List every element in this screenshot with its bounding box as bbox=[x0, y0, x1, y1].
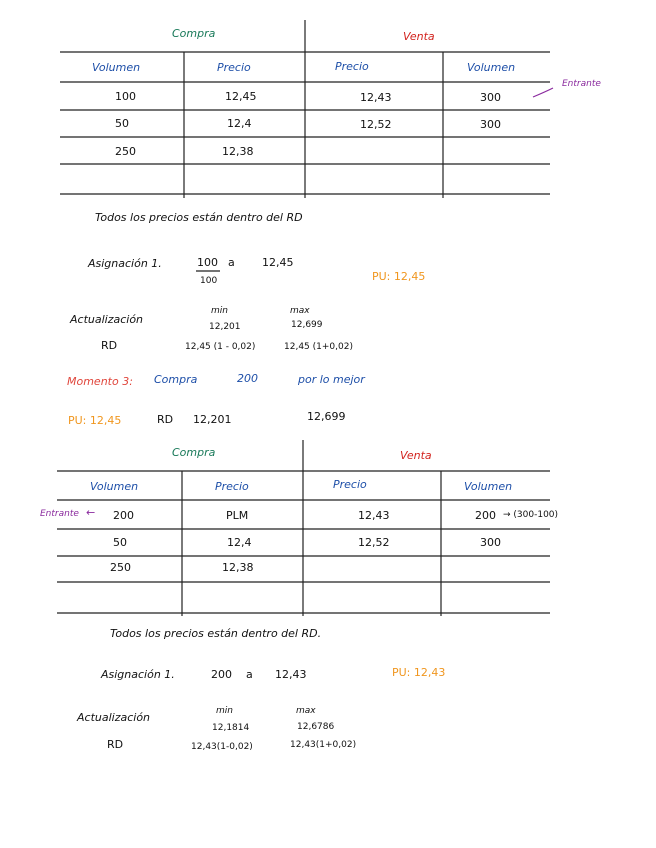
table2-cell: 12,4 bbox=[227, 536, 252, 549]
table1-cell: 300 bbox=[480, 91, 501, 104]
table1-cell: 12,4 bbox=[227, 117, 252, 130]
entrante-arrow-icon: ← bbox=[86, 506, 96, 519]
section2-asignacion: Asignación 1. bbox=[101, 668, 175, 681]
momento-qty: 200 bbox=[237, 372, 258, 385]
section1-pu: PU: 12,45 bbox=[372, 270, 426, 283]
section1-max-formula: 12,45 (1+0,02) bbox=[284, 342, 353, 352]
momento-max-value: 12,699 bbox=[307, 410, 346, 423]
table1-header-precio-compra: Precio bbox=[217, 61, 251, 74]
table2-header-volumen-venta: Volumen bbox=[464, 480, 513, 493]
section1-min-formula: 12,45 (1 - 0,02) bbox=[185, 342, 256, 352]
section1-max-label: max bbox=[290, 306, 310, 316]
section1-max-value: 12,699 bbox=[291, 320, 323, 330]
table2-header-precio-venta: Precio bbox=[333, 478, 367, 491]
momento-min-value: 12,201 bbox=[193, 413, 232, 426]
table2-cell: PLM bbox=[226, 509, 249, 522]
momento-compra: Compra bbox=[154, 373, 198, 386]
table2-header-precio-compra: Precio bbox=[215, 480, 249, 493]
section1-min-value: 12,201 bbox=[209, 322, 241, 332]
table2-venta-title: Venta bbox=[400, 449, 432, 462]
table1-cell: 12,38 bbox=[222, 145, 254, 158]
table1-header-volumen-venta: Volumen bbox=[467, 61, 516, 74]
table2-entrante-note: Entrante bbox=[40, 509, 79, 519]
table2-cell: 200 bbox=[475, 509, 496, 522]
section2-note: Todos los precios están dentro del RD. bbox=[110, 627, 322, 640]
section1-asig-numerator: 100 bbox=[197, 256, 218, 269]
section1-asig-denominator: 100 bbox=[200, 276, 218, 286]
table2-compra-title: Compra bbox=[172, 446, 216, 459]
table1-cell: 12,45 bbox=[225, 90, 257, 103]
table2-header-volumen-compra: Volumen bbox=[90, 480, 139, 493]
table1-venta-title: Venta bbox=[403, 30, 435, 43]
table1-header-volumen-compra: Volumen bbox=[92, 61, 141, 74]
section2-actualizacion: Actualización bbox=[77, 711, 151, 724]
section2-rd: RD bbox=[107, 738, 124, 751]
table2-cell: 12,43 bbox=[358, 509, 390, 522]
section1-asig-a: a bbox=[228, 256, 235, 269]
section2-min-value: 12,1814 bbox=[212, 723, 250, 733]
table1-cell: 250 bbox=[115, 145, 136, 158]
table1-cell: 12,43 bbox=[360, 91, 392, 104]
table2-cell: 12,52 bbox=[358, 536, 390, 549]
table2-cell: 250 bbox=[110, 561, 131, 574]
momento-por-lo-mejor: por lo mejor bbox=[298, 373, 365, 386]
section2-min-label: min bbox=[216, 706, 233, 716]
section2-min-formula: 12,43(1-0,02) bbox=[191, 742, 253, 752]
table1-entrante-note: Entrante bbox=[562, 79, 601, 89]
table2-cell: 50 bbox=[113, 536, 127, 549]
momento-pu: PU: 12,45 bbox=[68, 414, 122, 427]
section2-max-formula: 12,43(1+0,02) bbox=[290, 740, 357, 750]
table2-cell: 200 bbox=[113, 509, 134, 522]
section1-note: Todos los precios están dentro del RD bbox=[95, 211, 303, 224]
momento-rd: RD bbox=[157, 413, 174, 426]
table1-cell: 100 bbox=[115, 90, 136, 103]
table1-header-precio-venta: Precio bbox=[335, 60, 369, 73]
table2-cell: 300 bbox=[480, 536, 501, 549]
section1-actualizacion: Actualización bbox=[70, 313, 144, 326]
section2-a: a bbox=[246, 668, 253, 681]
section1-asig-price: 12,45 bbox=[262, 256, 294, 269]
section1-min-label: min bbox=[211, 306, 228, 316]
section2-max-value: 12,6786 bbox=[297, 722, 335, 732]
table1-cell: 50 bbox=[115, 117, 129, 130]
table2-cell: 12,38 bbox=[222, 561, 254, 574]
table1-cell: 300 bbox=[480, 118, 501, 131]
section2-price: 12,43 bbox=[275, 668, 307, 681]
table1-compra-title: Compra bbox=[172, 27, 216, 40]
table1-cell: 12,52 bbox=[360, 118, 392, 131]
section2-max-label: max bbox=[296, 706, 316, 716]
section1-rd: RD bbox=[101, 339, 118, 352]
table2-row1-annotation: → (300-100) bbox=[503, 510, 559, 520]
momento-label: Momento 3: bbox=[67, 375, 133, 388]
section1-asignacion-label: Asignación 1. bbox=[88, 257, 162, 270]
section2-pu: PU: 12,43 bbox=[392, 666, 446, 679]
section2-qty: 200 bbox=[211, 668, 232, 681]
